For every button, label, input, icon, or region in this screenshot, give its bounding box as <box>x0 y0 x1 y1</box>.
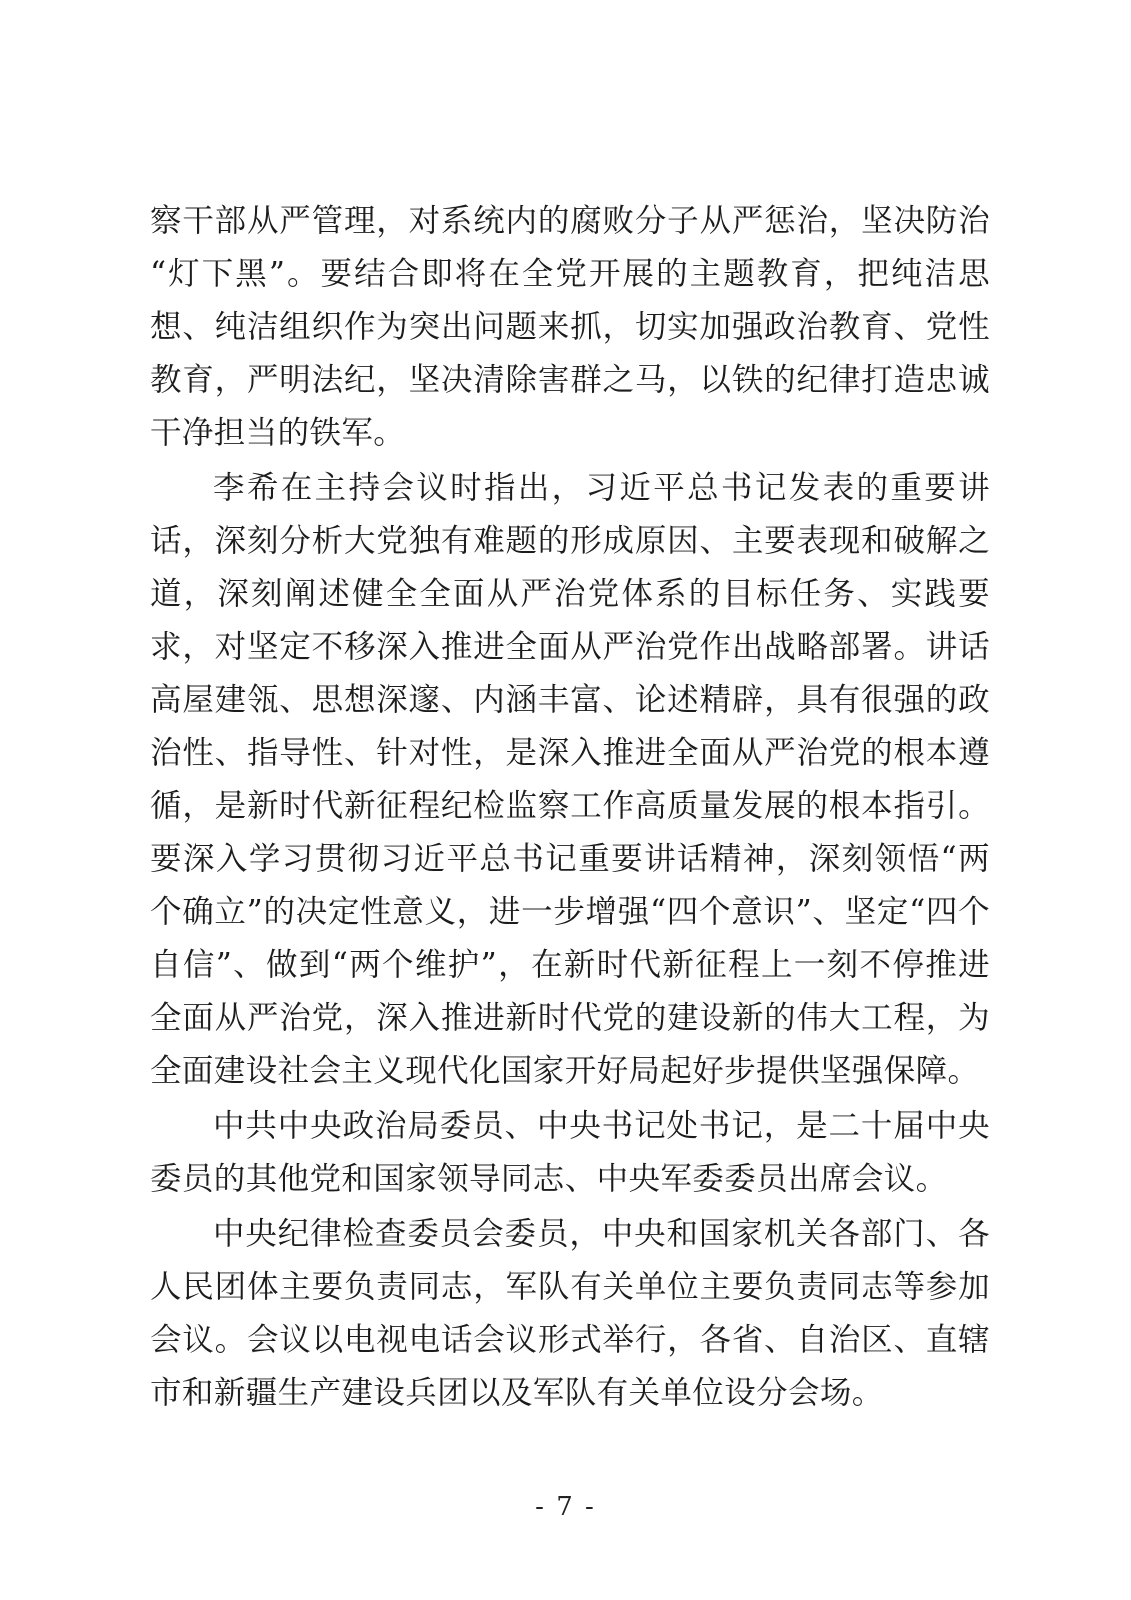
paragraph-3: 中共中央政治局委员、中央书记处书记，是二十届中央委员的其他党和国家领导同志、中央军委委员出席会议。 <box>150 1108 990 1197</box>
paragraph-2: 李希在主持会议时指出，习近平总书记发表的重要讲话，深刻分析大党独有难题的形成原因、主要表现和破解之道，深刻阐述健全全面从严治党体系的目标任务、实践要求，对坚定不移深入推进全面从严治党作出战略部署。讲话高屋建瓴、思想深邃、内涵丰富、论述精辟，具有很强的政治性、指导性、针对性，是深入推进全面从严治党的根本遵循，是新时代新征程纪检监察工作高质量发展的根本指引。要深入学习贯彻习近平总书记重要讲话精神，深刻领悟“两个确立”的决定性意义，进一步增强“四个意识”、坚定“四个自信”、做到“两个维护”，在新时代新征程上一刻不停推进全面从严治党，深入推进新时代党的建设新的伟大工程，为全面建设社会主义现代化国家开好局起好步提供坚强保障。 <box>150 470 990 1089</box>
page-number: - 7 - <box>535 1492 596 1522</box>
paragraph-4: 中央纪律检查委员会委员，中央和国家机关各部门、各人民团体主要负责同志，军队有关单位主要负责同志等参加会议。会议以电视电话会议形式举行，各省、自治区、直辖市和新疆生产建设兵团以及军队有关单位设分会场。 <box>150 1216 990 1411</box>
document-body <box>150 195 990 1420</box>
paragraph-1: 察干部从严管理，对系统内的腐败分子从严惩治，坚决防治“灯下黑”。要结合即将在全党开展的主题教育，把纯洁思想、纯洁组织作为突出问题来抓，切实加强政治教育、党性教育，严明法纪，坚决清除害群之马，以铁的纪律打造忠诚干净担当的铁军。 <box>150 203 990 451</box>
